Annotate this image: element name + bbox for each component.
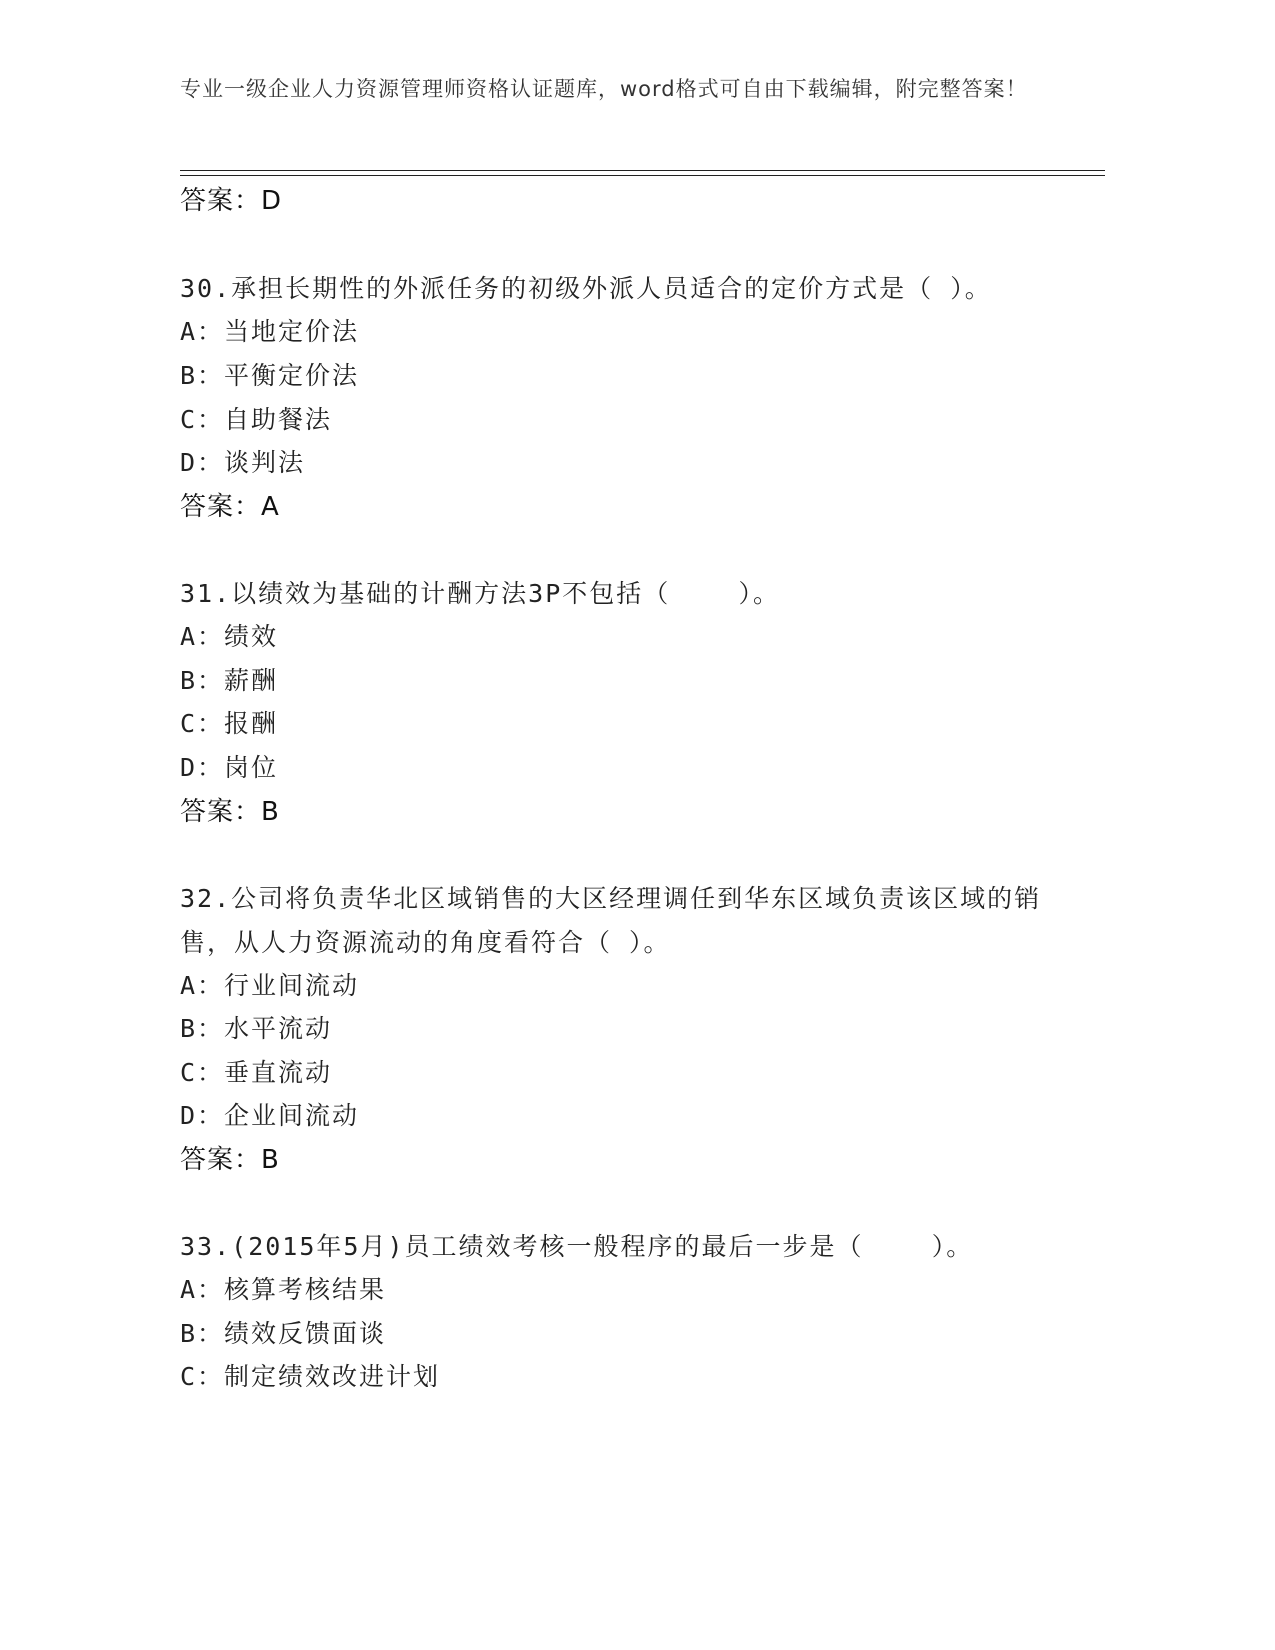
question-31-option-c: C：报酬 [180, 709, 279, 738]
question-32-option-c: C：垂直流动 [180, 1058, 333, 1087]
answer-29: 答案：D [180, 186, 283, 216]
question-32-option-a: A：行业间流动 [180, 971, 360, 1000]
header-rule-top [180, 170, 1105, 171]
question-31-option-a: A：绩效 [180, 622, 279, 651]
question-33-option-c: C：制定绩效改进计划 [180, 1362, 441, 1391]
question-32-option-b: B：水平流动 [180, 1014, 333, 1043]
question-31-option-d: D：岗位 [180, 753, 279, 782]
question-30-option-d: D：谈判法 [180, 448, 306, 477]
answer-31: 答案：B [180, 797, 280, 827]
question-30-text: 30.承担长期性的外派任务的初级外派人员适合的定价方式是（ ）。 [180, 274, 992, 303]
question-32-text: 32.公司将负责华北区域销售的大区经理调任到华东区域负责该区域的销售，从人力资源流动的角度看符合（ ）。 [180, 884, 1042, 957]
question-30-option-b: B：平衡定价法 [180, 361, 360, 390]
question-30-option-a: A：当地定价法 [180, 317, 360, 346]
answer-32: 答案：B [180, 1145, 280, 1175]
question-32-option-d: D：企业间流动 [180, 1101, 360, 1130]
question-31-option-b: B：薪酬 [180, 666, 279, 695]
document-header: 专业一级企业人力资源管理师资格认证题库，word格式可自由下载编辑，附完整答案！ [180, 77, 1028, 101]
question-33-option-a: A：核算考核结果 [180, 1275, 387, 1304]
question-33-option-b: B：绩效反馈面谈 [180, 1319, 387, 1348]
question-31-text: 31.以绩效为基础的计酬方法3P不包括（ ）。 [180, 579, 780, 608]
answer-30: 答案：A [180, 492, 280, 522]
question-30-option-c: C：自助餐法 [180, 405, 333, 434]
header-rule-bottom [180, 175, 1105, 176]
question-33-text: 33.(2015年5月)员工绩效考核一般程序的最后一步是（ ）。 [180, 1232, 974, 1261]
